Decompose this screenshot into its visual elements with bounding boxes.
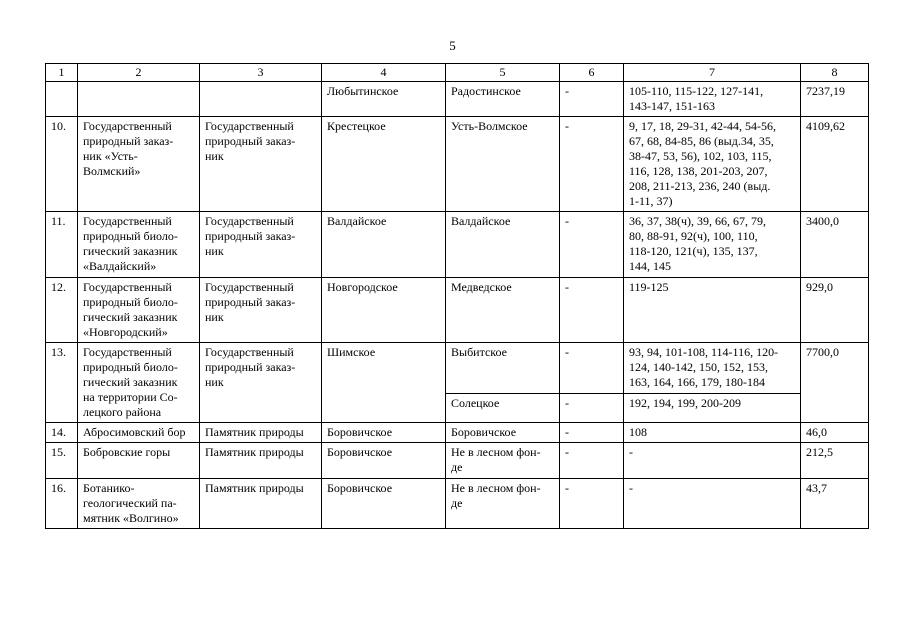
header-row [46,64,869,82]
header-cell: 5 [446,64,560,82]
row-number: 11. [46,212,78,278]
reserve-name: Бобровские горы [78,443,200,479]
column-6-value: - [560,212,624,278]
area-value: 929,0 [801,278,869,343]
quarters: 93, 94, 101-108, 114-116, 120- 124, 140-142, 150, 152, 153, 163, 164, 166, 179, 180-184 [624,343,801,394]
local-forestry: Солецкое [446,394,560,423]
column-6-value: - [560,479,624,529]
district-forestry: Боровичское [322,479,446,529]
quarters: 119-125 [624,278,801,343]
quarters: 105-110, 115-122, 127-141, 143-147, 151-163 [624,82,801,117]
area-value: 7237,19 [801,82,869,117]
district-forestry: Боровичское [322,443,446,479]
local-forestry: Медведское [446,278,560,343]
column-6-value: - [560,82,624,117]
header-cell: 8 [801,64,869,82]
district-forestry: Валдайское [322,212,446,278]
table-row [46,343,869,394]
table-row [46,278,869,343]
local-forestry: Не в лесном фон- де [446,443,560,479]
reserve-name [78,82,200,117]
reserve-name: Абросимовский бор [78,423,200,443]
header-cell: 3 [200,64,322,82]
reserve-name: Государственный природный биоло- гический заказник «Новгородский» [78,278,200,343]
district-forestry: Шимское [322,343,446,423]
district-forestry: Новгородское [322,278,446,343]
local-forestry: Валдайское [446,212,560,278]
area-value: 7700,0 [801,343,869,423]
quarters: 36, 37, 38(ч), 39, 66, 67, 79, 80, 88-91, 92(ч), 100, 110, 118-120, 121(ч), 135, 137, 144, 145 [624,212,801,278]
header-cell: 4 [322,64,446,82]
local-forestry: Радостинское [446,82,560,117]
row-number: 14. [46,423,78,443]
column-6-value: - [560,394,624,423]
district-forestry: Любытинское [322,82,446,117]
row-number: 13. [46,343,78,423]
area-value: 4109,62 [801,117,869,212]
local-forestry: Выбитское [446,343,560,394]
area-value: 212,5 [801,443,869,479]
row-number: 15. [46,443,78,479]
column-6-value: - [560,278,624,343]
district-forestry: Боровичское [322,423,446,443]
reserve-category: Памятник природы [200,479,322,529]
reserve-category: Памятник природы [200,443,322,479]
column-6-value: - [560,117,624,212]
header-cell: 7 [624,64,801,82]
quarters: - [624,443,801,479]
header-cell: 1 [46,64,78,82]
column-6-value: - [560,423,624,443]
reserves-table [45,63,869,529]
header-cell: 2 [78,64,200,82]
table-row [46,443,869,479]
area-value: 46,0 [801,423,869,443]
quarters: 108 [624,423,801,443]
local-forestry: Боровичское [446,423,560,443]
area-value: 3400,0 [801,212,869,278]
local-forestry: Не в лесном фон- де [446,479,560,529]
column-6-value: - [560,443,624,479]
reserve-name: Ботанико- геологический па- мятник «Волгино» [78,479,200,529]
district-forestry: Крестецкое [322,117,446,212]
reserve-category [200,82,322,117]
reserve-category: Памятник природы [200,423,322,443]
page-number: 5 [449,38,456,53]
reserve-name: Государственный природный биоло- гический заказник «Валдайский» [78,212,200,278]
reserve-category: Государственный природный заказ- ник [200,117,322,212]
quarters: 192, 194, 199, 200-209 [624,394,801,423]
local-forestry: Усть-Волмское [446,117,560,212]
row-number [46,82,78,117]
column-6-value: - [560,343,624,394]
reserve-name: Государственный природный биоло- гический заказник на территории Со- лецкого района [78,343,200,423]
reserve-category: Государственный природный заказ- ник [200,278,322,343]
table-row [46,479,869,529]
header-cell: 6 [560,64,624,82]
reserve-name: Государственный природный заказ- ник «Усть- Волмский» [78,117,200,212]
row-number: 12. [46,278,78,343]
table-row [46,423,869,443]
row-number: 16. [46,479,78,529]
area-value: 43,7 [801,479,869,529]
table-row [46,117,869,212]
row-number: 10. [46,117,78,212]
reserve-category: Государственный природный заказ- ник [200,343,322,423]
quarters: - [624,479,801,529]
quarters: 9, 17, 18, 29-31, 42-44, 54-56, 67, 68, 84-85, 86 (выд.34, 35, 38-47, 53, 56), 102, 103, 115, 116, 128, 138, 201-203, 207, 208, 211-213, 236, 240 (выд. 1-11, 37) [624,117,801,212]
reserve-category: Государственный природный заказ- ник [200,212,322,278]
table-row [46,82,869,117]
table-row [46,212,869,278]
